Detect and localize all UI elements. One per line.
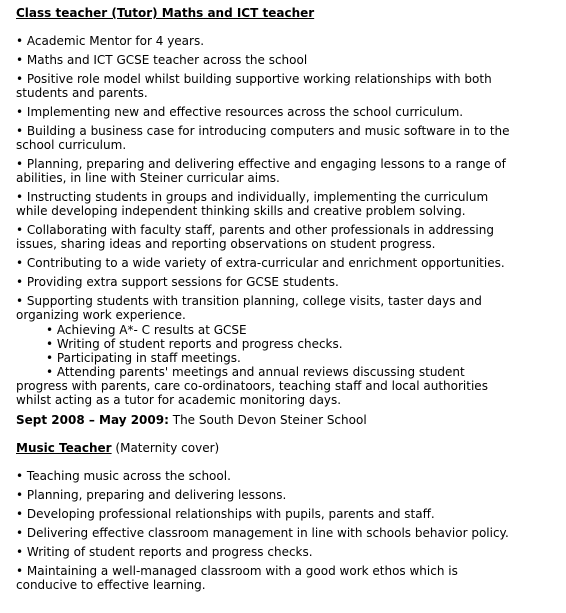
list-item: • Planning, preparing and delivering lessons.	[16, 488, 516, 502]
role-line	[16, 441, 516, 455]
list-item: • Contributing to a wide variety of extra-curricular and enrichment opportunities.	[16, 256, 516, 270]
employment-dateline	[16, 413, 516, 427]
list-item: • Developing professional relationships with pupils, parents and staff.	[16, 507, 516, 521]
duties-list	[16, 34, 516, 322]
role-note: (Maternity cover)	[115, 441, 220, 455]
list-item: • Implementing new and effective resources across the school curriculum.	[16, 105, 516, 119]
list-item: • Supporting students with transition planning, college visits, taster days and organizing work experience.	[16, 294, 516, 322]
sub-list-item: • Achieving A*- C results at GCSE	[16, 323, 516, 337]
list-item: • Building a business case for introducing computers and music software in to the school curriculum.	[16, 124, 516, 152]
list-item: • Collaborating with faculty staff, parents and other professionals in addressing issues, sharing ideas and reporting observations on student progress.	[16, 223, 516, 251]
sub-list-item: • Participating in staff meetings.	[16, 351, 516, 365]
list-item: • Delivering effective classroom management in line with schools behavior policy.	[16, 526, 516, 540]
list-item: • Instructing students in groups and individually, implementing the curriculum while developing independent thinking skills and creative problem solving.	[16, 190, 516, 218]
sub-list-item: • Attending parents' meetings and annual reviews discussing student progress with parents, care co-ordinatoors, teaching staff and local authorities whilst acting as a tutor for academic monitoring days.	[16, 365, 516, 407]
employer-name: The South Devon Steiner School	[172, 413, 367, 427]
list-item: • Maintaining a well-managed classroom with a good work ethos which is conducive to effective learning.	[16, 564, 516, 592]
music-duties-list	[16, 469, 516, 592]
list-item: • Writing of student reports and progress checks.	[16, 545, 516, 559]
role-title: Music Teacher	[16, 441, 112, 455]
list-item: • Maths and ICT GCSE teacher across the school	[16, 53, 516, 67]
sub-duties-list	[16, 323, 516, 407]
section-heading: Class teacher (Tutor) Maths and ICT teacher	[16, 6, 315, 20]
list-item: • Positive role model whilst building supportive working relationships with both students and parents.	[16, 72, 516, 100]
list-item: • Providing extra support sessions for GCSE students.	[16, 275, 516, 289]
list-item: • Teaching music across the school.	[16, 469, 516, 483]
list-item: • Planning, preparing and delivering effective and engaging lessons to a range of abilities, in line with Steiner curricular aims.	[16, 157, 516, 185]
list-item: • Academic Mentor for 4 years.	[16, 34, 516, 48]
employment-dates: Sept 2008 – May 2009:	[16, 413, 169, 427]
sub-list-item: • Writing of student reports and progress checks.	[16, 337, 516, 351]
